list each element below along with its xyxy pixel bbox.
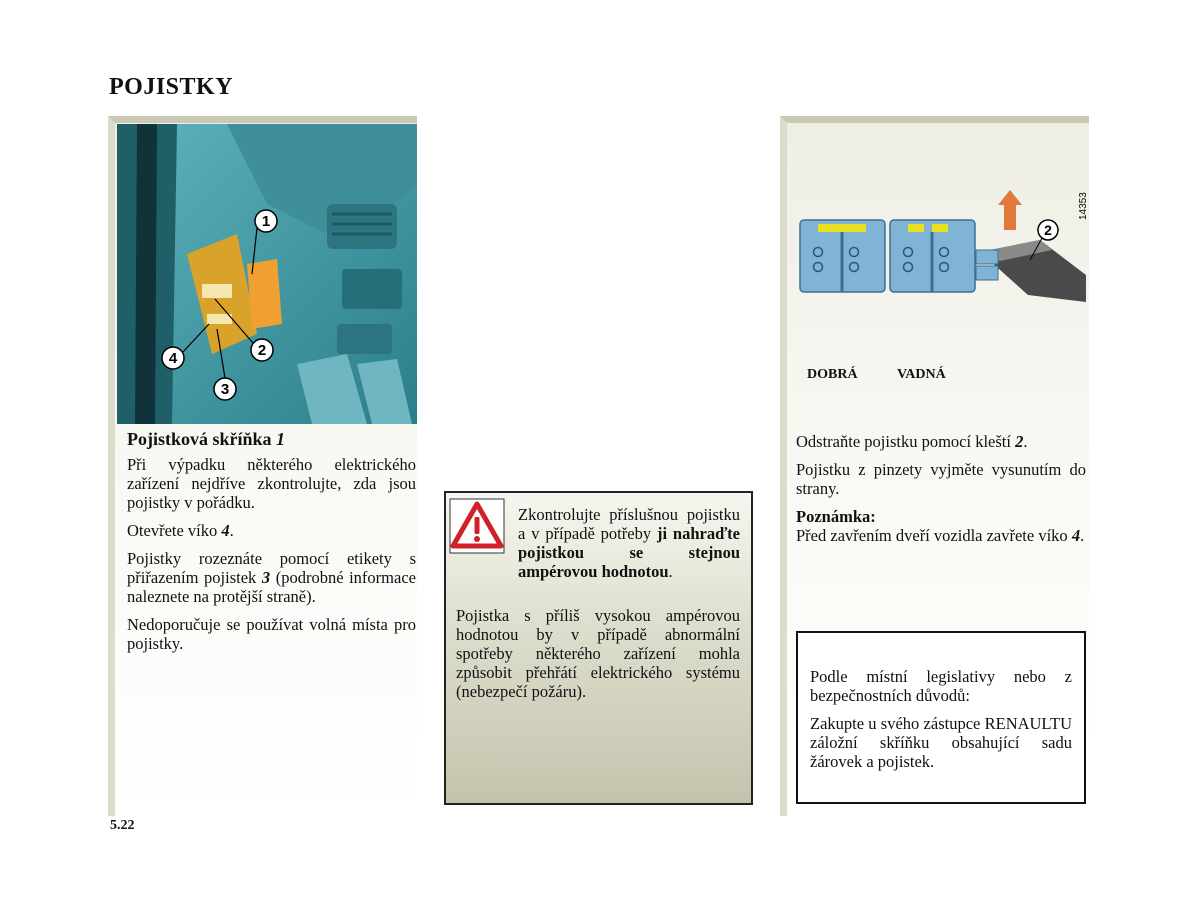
callout-3: 3 — [220, 381, 230, 398]
blown-fuse-icon — [890, 220, 975, 292]
good-fuse-icon — [800, 220, 885, 292]
right-paragraph-1: Odstraňte pojistku pomocí kleští 2. — [796, 432, 1028, 451]
callout-1: 1 — [261, 213, 271, 230]
fuse-box-photo — [117, 124, 417, 424]
legal-notice-box — [796, 631, 1086, 804]
left-paragraph-3: Pojistky rozeznáte pomocí etikety s přiřazením pojistek 3 (podrobné informace naleznete na protější straně). — [127, 549, 416, 606]
label-good: DOBRÁ — [807, 367, 858, 382]
callout-2: 2 — [257, 342, 267, 359]
right-paragraph-2: Pojistku z pinzety vyjměte vysunutím do strany. — [796, 460, 1086, 498]
warning-text-2: Pojistka s příliš vysokou ampérovou hodnotou by v případě abnormální spotřeby některého zařízení mohla způsobit přehřátí elektrického systému (nebezpečí požáru). — [456, 606, 740, 701]
page-title: POJISTKY — [109, 74, 234, 100]
left-paragraph-1: Při výpadku některého elektrického zařízení nejdříve zkontrolujte, zda jsou pojistky v pořádku. — [127, 455, 416, 512]
fuse-pliers-icon — [976, 190, 1086, 302]
legal-paragraph-1: Podle místní legislativy nebo z bezpečnostních důvodů: — [810, 667, 1072, 705]
callout-4: 4 — [168, 350, 178, 367]
illustration-code: 14353 — [1078, 192, 1089, 220]
pliers-callout: 2 — [1044, 222, 1052, 238]
page-number: 5.22 — [110, 818, 135, 833]
legal-paragraph-2: Zakupte u svého zástupce RENAULTU záložní skříňku obsahující sadu žárovek a pojistek. — [810, 714, 1072, 771]
fuse-illustration — [790, 180, 1090, 310]
note-text: Před zavřením dveří vozidla zavřete víko 4. — [796, 526, 1085, 545]
fuse-box-heading: Pojistková skříňka 1 — [127, 429, 286, 449]
left-paragraph-2: Otevřete víko 4. — [127, 521, 234, 540]
left-paragraph-4: Nedoporučuje se používat volná místa pro pojistky. — [127, 615, 416, 653]
label-bad: VADNÁ — [897, 367, 946, 382]
warning-triangle-icon — [449, 498, 505, 554]
note-heading: Poznámka: — [796, 507, 876, 526]
left-text-block — [127, 430, 416, 662]
warning-text-1: Zkontrolujte příslušnou pojistku a v případě potřeby ji nahraďte pojistkou se stejnou ampérovou hodnotou. — [518, 505, 740, 581]
right-text-block — [796, 432, 1086, 554]
